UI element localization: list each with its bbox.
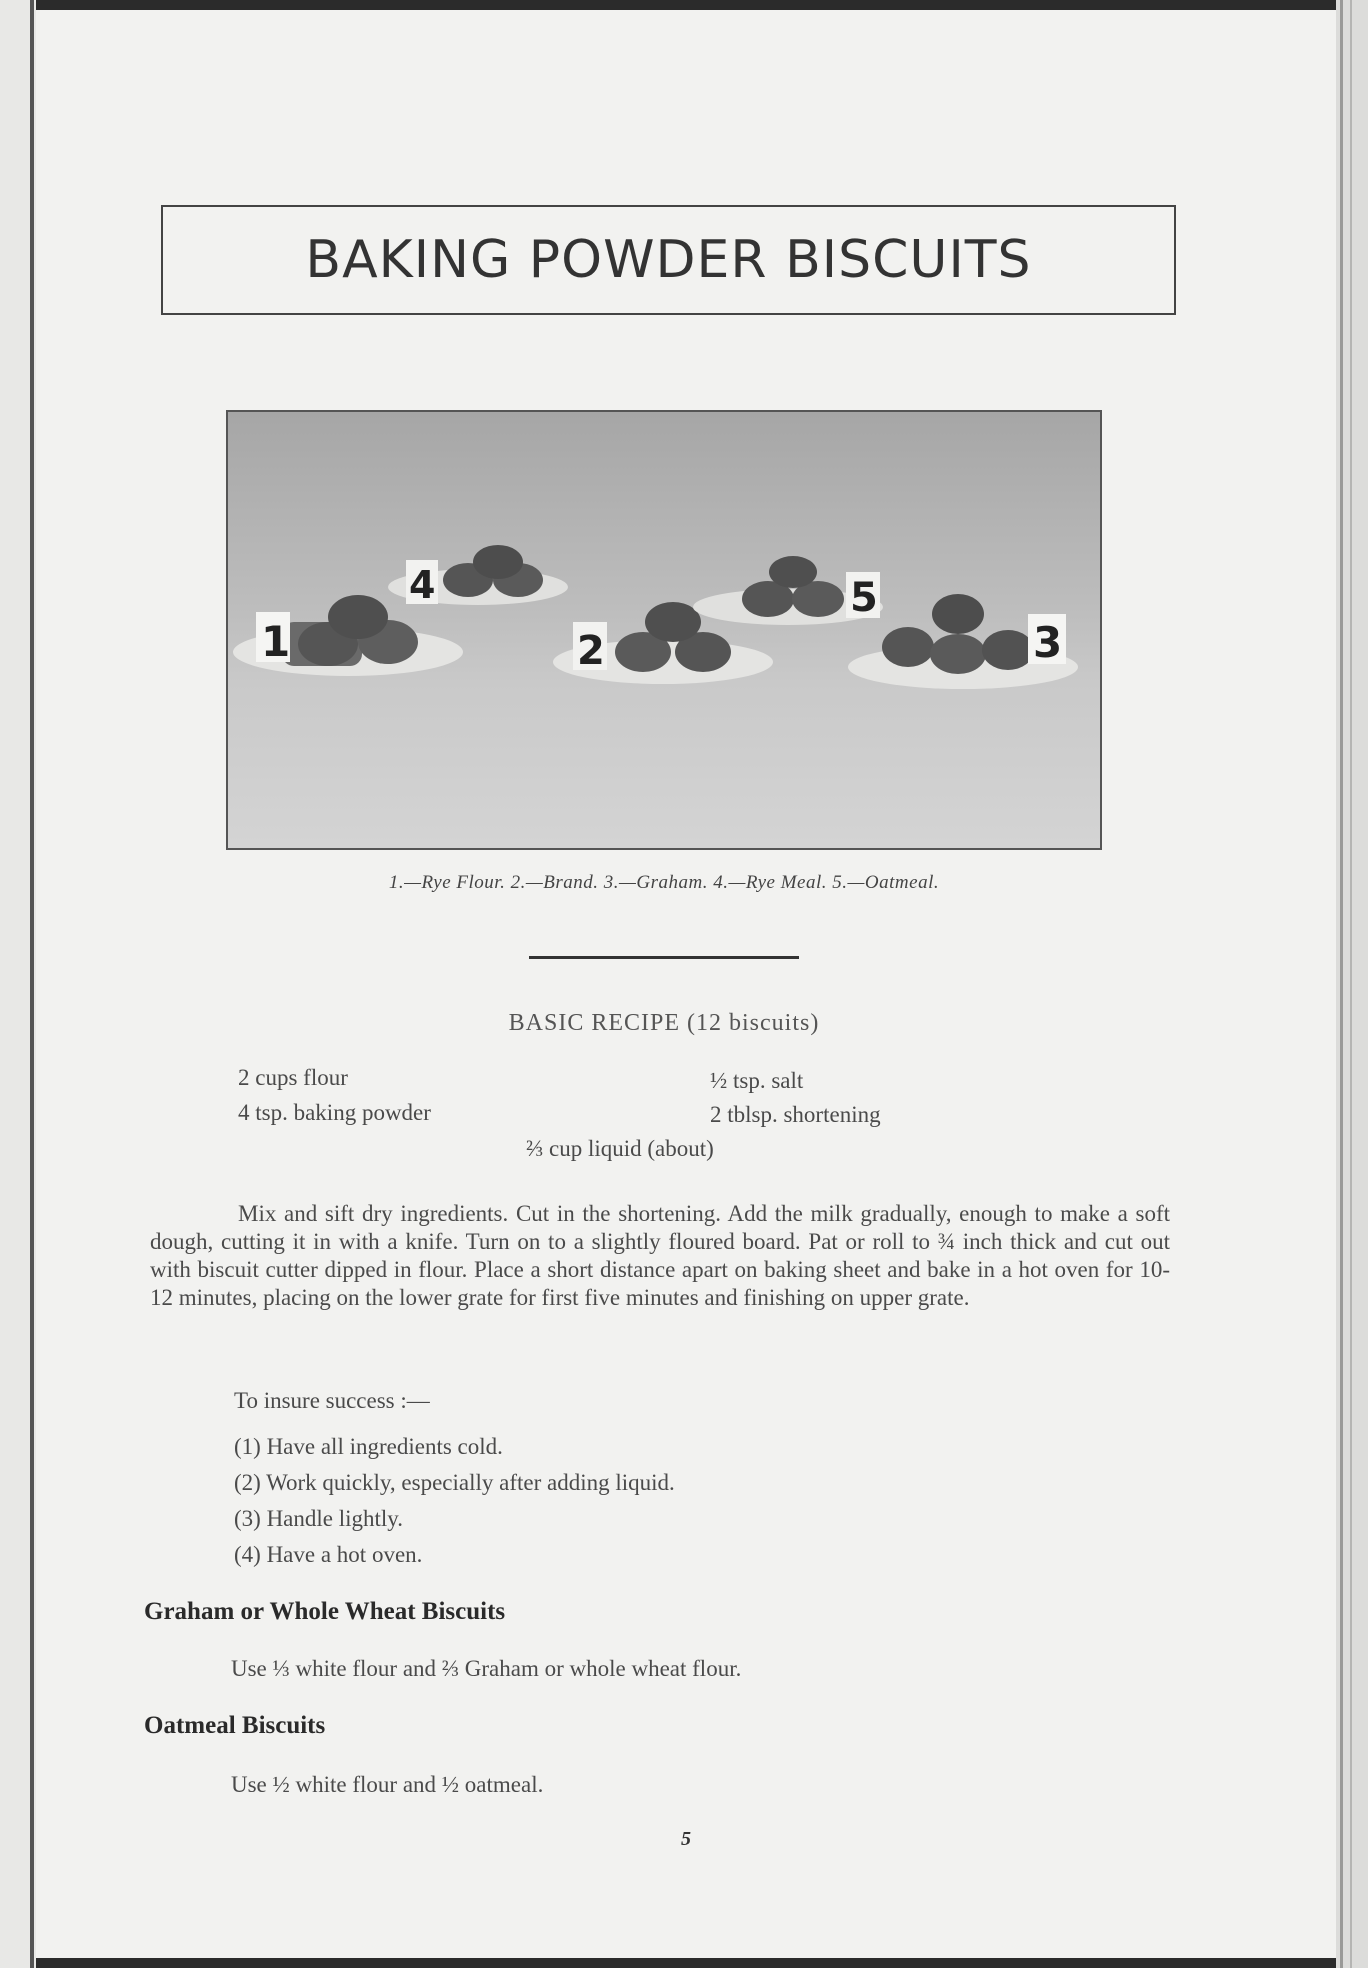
ingredient-salt: ½ tsp. salt: [710, 1068, 804, 1093]
photo-caption: 1.—Rye Flour. 2.—Brand. 3.—Graham. 4.—Rye Meal. 5.—Oatmeal.: [388, 872, 940, 893]
plate-label: 1: [261, 617, 291, 666]
section-divider: [529, 956, 799, 959]
plate-5: [693, 556, 883, 625]
plate-4: [388, 545, 568, 607]
ingredient-liquid: ⅔ cup liquid (about): [526, 1136, 714, 1161]
graham-text: Use ⅓ white flour and ⅔ Graham or whole wheat flour.: [231, 1656, 742, 1681]
title-box: [161, 205, 1176, 315]
tip-item: (2) Work quickly, especially after adding liquid.: [234, 1470, 675, 1495]
plate-label: 4: [409, 563, 436, 607]
ingredient-baking-powder: 4 tsp. baking powder: [238, 1100, 431, 1125]
ingredient-flour: 2 cups flour: [238, 1065, 348, 1090]
tip-item: (4) Have a hot oven.: [234, 1542, 423, 1567]
page-title: BAKING POWDER BISCUITS: [305, 230, 1032, 290]
tip-item: (3) Handle lightly.: [234, 1506, 404, 1531]
page-stack-edge: [1336, 0, 1368, 1968]
ingredient-shortening: 2 tblsp. shortening: [710, 1102, 881, 1127]
basic-recipe-title: BASIC RECIPE (12 biscuits): [508, 1010, 820, 1036]
document-page: [36, 10, 1336, 1958]
plate-label: 5: [850, 575, 878, 621]
plate-label: 3: [1033, 618, 1063, 667]
page-number: 5: [681, 1828, 691, 1850]
tip-item: (1) Have all ingredients cold.: [234, 1434, 503, 1459]
oatmeal-text: Use ½ white flour and ½ oatmeal.: [231, 1772, 544, 1797]
oatmeal-heading: Oatmeal Biscuits: [144, 1712, 326, 1739]
biscuits-photo-illustration: [228, 412, 1100, 848]
method-text: Mix and sift dry ingredients. Cut in the shortening. Add the milk gradually, enough to make a soft dough, cutting it in with a knife. Turn on to a slightly floured board. Pat or roll to ¾ inch thick and cut out with biscuit cutter dipped in flour. Place a short distance apart on baking sheet and bake in a hot oven for 10-12 minutes, placing on the lower grate for first five minutes and finishing on upper grate.: [150, 1201, 1170, 1310]
plate-1: [233, 595, 463, 676]
method-paragraph: [150, 1200, 1170, 1312]
tips-heading: To insure success :—: [234, 1388, 430, 1413]
plate-label: 2: [577, 628, 605, 674]
biscuits-photo: [226, 410, 1102, 850]
book-gutter: [0, 0, 36, 1968]
graham-heading: Graham or Whole Wheat Biscuits: [144, 1598, 506, 1625]
